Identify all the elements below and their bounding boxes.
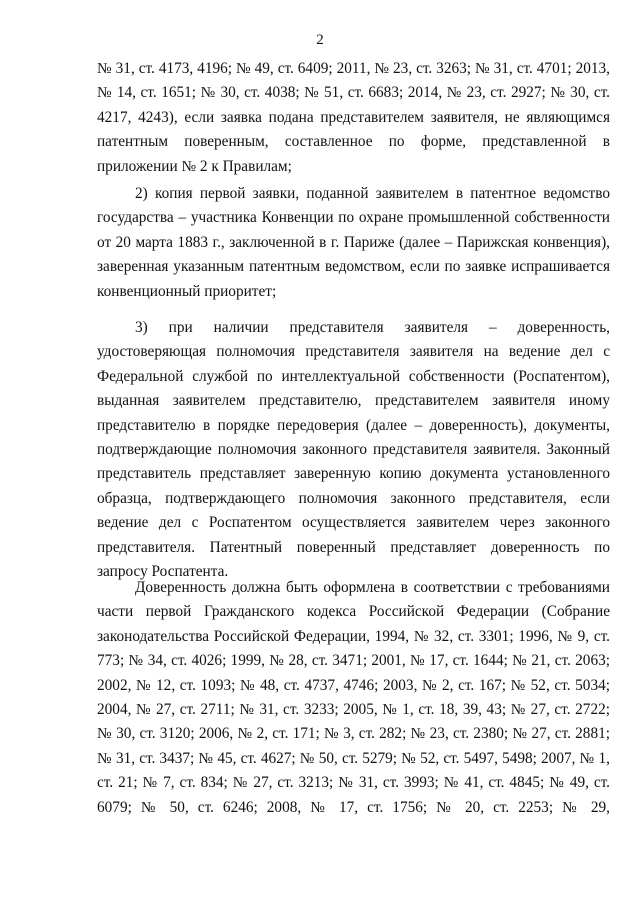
paragraph-item-2 xyxy=(97,182,610,304)
paragraph-text: 2) копия первой заявки, поданной заявителем в патентное ведомство государства – участника Конвенции по охране промышленной собственности от 20 марта 1883 г., заключенной в г. Париже (далее – Парижская конвенция), заверенная указанным патентным ведомством, если по заявке испрашивается конвенционный приоритет; xyxy=(97,185,610,300)
paragraph-power-of-attorney xyxy=(97,576,610,820)
paragraph-text: 3) при наличии представителя заявителя – доверенность, удостоверяющая полномочия представителя заявителя на ведение дел с Федеральной службой по интеллектуальной собственности (Роспатентом), выданная заявителем представителю, представителем заявителя иному представителю в порядке передоверия (далее – доверенность), документы, подтверждающие полномочия законного представителя заявителя. Законный представитель представляет заверенную копию документа установленного образца, подтверждающего полномочия законного представителя, если ведение дел с Роспатентом осуществляется заявителем через законного представителя. Патентный поверенный представляет доверенность по запросу Роспатента. xyxy=(97,319,610,581)
page-number: 2 xyxy=(316,32,324,48)
paragraph-text: № 31, ст. 4173, 4196; № 49, ст. 6409; 2011, № 23, ст. 3263; № 31, ст. 4701; 2013, № 14, ст. 1651; № 30, ст. 4038; № 51, ст. 6683; 2014, № 23, ст. 2927; № 30, ст. 4217, 4243), если заявка подана представителем заявителя, не являющимся патентным поверенным, составленное по форме, представленной в приложении № 2 к Правилам; xyxy=(97,60,610,175)
paragraph-item-3 xyxy=(97,316,610,584)
paragraph-continuation xyxy=(97,57,610,179)
paragraph-text: Доверенность должна быть оформлена в соответствии с требованиями части первой Гражданского кодекса Российской Федерации (Собрание законодательства Российской Федерации, 1994, № 32, ст. 3301; 1996, № 9, ст. 773; № 34, ст. 4026; 1999, № 28, ст. 3471; 2001, № 17, ст. 1644; № 21, ст. 2063; 2002, № 12, ст. 1093; № 48, ст. 4737, 4746; 2003, № 2, ст. 167; № 52, ст. 5034; 2004, № 27, ст. 2711; № 31, ст. 3233; 2005, № 1, ст. 18, 39, 43; № 27, ст. 2722; № 30, ст. 3120; 2006, № 2, ст. 171; № 3, ст. 282; № 23, ст. 2380; № 27, ст. 2881; № 31, ст. 3437; № 45, ст. 4627; № 50, ст. 5279; № 52, ст. 5497, 5498; 2007, № 1, ст. 21; № 7, ст. 834; № 27, ст. 3213; № 31, ст. 3993; № 41, ст. 4845; № 49, ст. 6079; № 50, ст. 6246; 2008, № 17, ст. 1756; № 20, ст. 2253; № 29, xyxy=(97,579,610,816)
